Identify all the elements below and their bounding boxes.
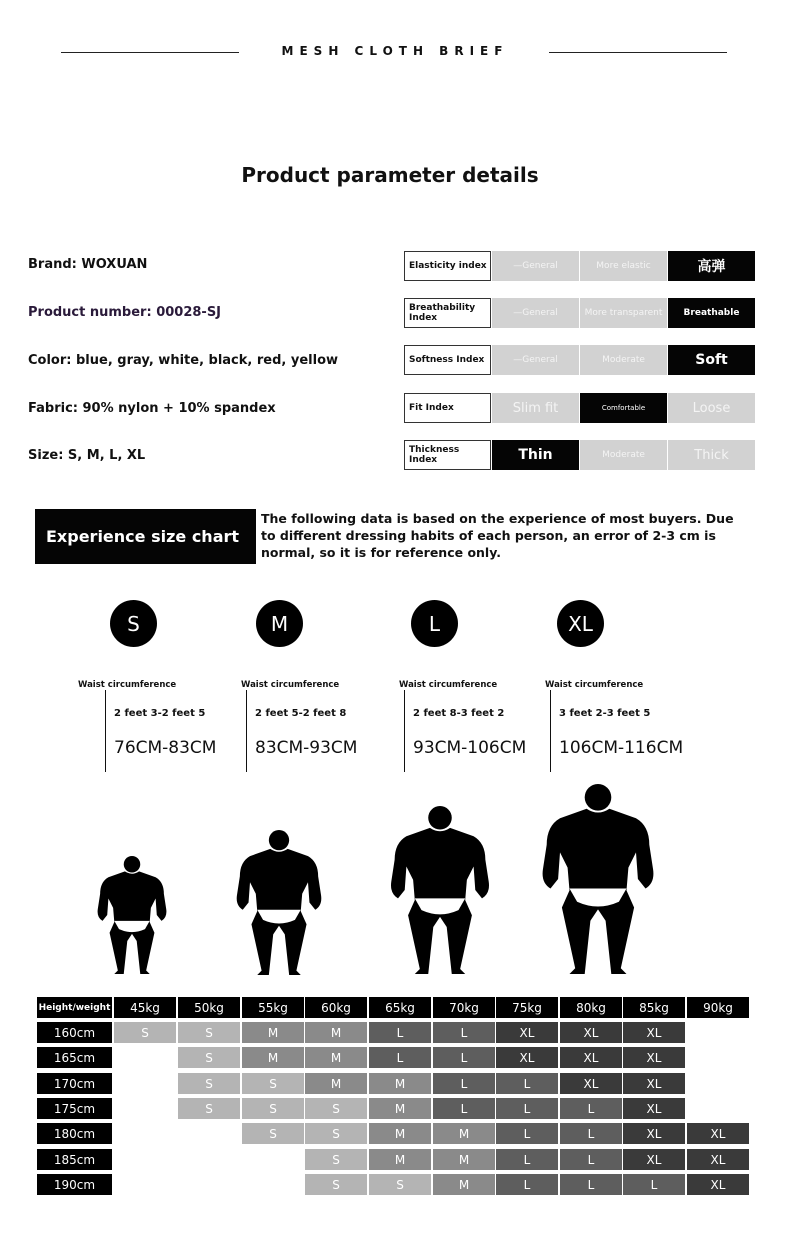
waist-label: Waist circumference: [78, 680, 177, 690]
waist-label: Waist circumference: [241, 680, 340, 690]
waist-divider: [404, 690, 405, 772]
table-cell: S: [305, 1174, 367, 1195]
table-cell: XL: [560, 1022, 622, 1043]
table-cell: S: [178, 1047, 240, 1068]
waist-label: Waist circumference: [399, 680, 498, 690]
table-corner: Height/weight: [37, 997, 112, 1018]
weight-header: 45kg: [114, 997, 176, 1018]
weight-header: 60kg: [305, 997, 367, 1018]
height-header: 160cm: [37, 1022, 112, 1043]
spec-color: Color: blue, gray, white, black, red, yellow: [28, 353, 339, 368]
table-cell: S: [305, 1098, 367, 1119]
spec-fabric: Fabric: 90% nylon + 10% spandex: [28, 401, 276, 416]
index-label: Softness Index: [404, 345, 491, 375]
index-label: Thickness Index: [404, 440, 491, 470]
table-cell: S: [178, 1022, 240, 1043]
size-circle-m: M: [256, 600, 303, 647]
table-cell: L: [560, 1098, 622, 1119]
table-cell: XL: [496, 1022, 558, 1043]
body-silhouette-l-icon: [391, 806, 489, 974]
body-silhouette-m-icon: [237, 830, 322, 975]
waist-divider: [550, 690, 551, 772]
table-cell: XL: [623, 1022, 685, 1043]
waist-feet: 3 feet 2-3 feet 5: [559, 708, 651, 719]
index-option: Loose: [668, 393, 755, 423]
waist-cm: 76CM-83CM: [114, 738, 217, 758]
height-header: 180cm: [37, 1123, 112, 1144]
header-rule-left: [61, 52, 239, 53]
table-cell: M: [305, 1073, 367, 1094]
table-cell: XL: [687, 1149, 749, 1170]
table-cell: L: [433, 1073, 495, 1094]
index-option: —General: [492, 345, 579, 375]
waist-cm: 83CM-93CM: [255, 738, 358, 758]
height-header: 165cm: [37, 1047, 112, 1068]
table-cell: L: [496, 1073, 558, 1094]
waist-label: Waist circumference: [545, 680, 644, 690]
table-cell: S: [305, 1149, 367, 1170]
index-label: Breathability Index: [404, 298, 491, 328]
height-header: 170cm: [37, 1073, 112, 1094]
table-cell: L: [433, 1098, 495, 1119]
table-cell: L: [496, 1149, 558, 1170]
index-row: [404, 345, 756, 375]
table-cell: S: [114, 1022, 176, 1043]
waist-feet: 2 feet 5-2 feet 8: [255, 708, 347, 719]
table-cell: XL: [623, 1098, 685, 1119]
spec-size: Size: S, M, L, XL: [28, 448, 146, 463]
table-cell: XL: [687, 1174, 749, 1195]
waist-cm: 93CM-106CM: [413, 738, 527, 758]
index-row: [404, 298, 756, 328]
table-cell: S: [369, 1174, 431, 1195]
index-option: More elastic: [580, 251, 667, 281]
index-row: [404, 440, 756, 470]
table-cell: L: [496, 1174, 558, 1195]
weight-header: 75kg: [496, 997, 558, 1018]
table-cell: M: [369, 1098, 431, 1119]
index-option: Breathable: [668, 298, 755, 328]
table-cell: L: [560, 1123, 622, 1144]
index-option: Moderate: [580, 440, 667, 470]
table-cell: XL: [560, 1073, 622, 1094]
table-cell: M: [305, 1022, 367, 1043]
index-label: Elasticity index: [404, 251, 491, 281]
height-header: 185cm: [37, 1149, 112, 1170]
table-cell: XL: [623, 1123, 685, 1144]
index-row: [404, 393, 756, 423]
index-option: Comfortable: [580, 393, 667, 423]
table-cell: XL: [496, 1047, 558, 1068]
table-cell: M: [433, 1123, 495, 1144]
index-option: Thin: [492, 440, 579, 470]
table-cell: M: [242, 1047, 304, 1068]
waist-cm: 106CM-116CM: [559, 738, 684, 758]
index-option: Soft: [668, 345, 755, 375]
table-cell: S: [242, 1098, 304, 1119]
index-option: More transparent: [580, 298, 667, 328]
index-option: 高弹: [668, 251, 755, 281]
index-option: —General: [492, 298, 579, 328]
table-cell: S: [242, 1073, 304, 1094]
index-option: —General: [492, 251, 579, 281]
page-title: Product parameter details: [241, 163, 539, 187]
height-header: 175cm: [37, 1098, 112, 1119]
table-cell: L: [560, 1174, 622, 1195]
table-cell: M: [433, 1149, 495, 1170]
table-cell: M: [369, 1073, 431, 1094]
weight-header: 85kg: [623, 997, 685, 1018]
table-cell: XL: [623, 1073, 685, 1094]
size-circle-xl: XL: [557, 600, 604, 647]
table-cell: L: [623, 1174, 685, 1195]
table-cell: XL: [560, 1047, 622, 1068]
table-cell: M: [369, 1149, 431, 1170]
table-cell: S: [178, 1073, 240, 1094]
table-cell: M: [305, 1047, 367, 1068]
body-silhouette-xl-icon: [543, 784, 654, 974]
table-cell: S: [178, 1098, 240, 1119]
waist-divider: [246, 690, 247, 772]
waist-divider: [105, 690, 106, 772]
table-cell: XL: [687, 1123, 749, 1144]
weight-header: 55kg: [242, 997, 304, 1018]
experience-title: Experience size chart: [35, 509, 256, 564]
spec-product-number: Product number: 00028-SJ: [28, 305, 222, 320]
table-cell: XL: [623, 1149, 685, 1170]
table-cell: S: [305, 1123, 367, 1144]
index-option: Slim fit: [492, 393, 579, 423]
weight-header: 80kg: [560, 997, 622, 1018]
index-option: Thick: [668, 440, 755, 470]
table-cell: L: [496, 1098, 558, 1119]
index-row: [404, 251, 756, 281]
table-cell: L: [369, 1047, 431, 1068]
weight-header: 90kg: [687, 997, 749, 1018]
waist-feet: 2 feet 3-2 feet 5: [114, 708, 206, 719]
table-cell: L: [433, 1047, 495, 1068]
weight-header: 70kg: [433, 997, 495, 1018]
table-cell: L: [369, 1022, 431, 1043]
header-title: MESH CLOTH BRIEF: [281, 44, 509, 58]
table-cell: M: [242, 1022, 304, 1043]
table-cell: L: [433, 1022, 495, 1043]
experience-note: The following data is based on the experience of most buyers. Due to different dressing habits of each person, an error of 2-3 cm is normal, so it is for reference only.: [261, 511, 734, 560]
header-rule-right: [549, 52, 727, 53]
waist-feet: 2 feet 8-3 feet 2: [413, 708, 505, 719]
index-option: Moderate: [580, 345, 667, 375]
weight-header: 65kg: [369, 997, 431, 1018]
spec-brand: Brand: WOXUAN: [28, 257, 148, 272]
figures-area: [0, 780, 790, 980]
size-circle-l: L: [411, 600, 458, 647]
table-cell: L: [560, 1149, 622, 1170]
height-header: 190cm: [37, 1174, 112, 1195]
size-circle-s: S: [110, 600, 157, 647]
table-cell: XL: [623, 1047, 685, 1068]
table-cell: M: [369, 1123, 431, 1144]
table-cell: M: [433, 1174, 495, 1195]
table-cell: S: [242, 1123, 304, 1144]
weight-header: 50kg: [178, 997, 240, 1018]
body-silhouette-s-icon: [98, 856, 167, 974]
index-label: Fit Index: [404, 393, 491, 423]
table-cell: L: [496, 1123, 558, 1144]
